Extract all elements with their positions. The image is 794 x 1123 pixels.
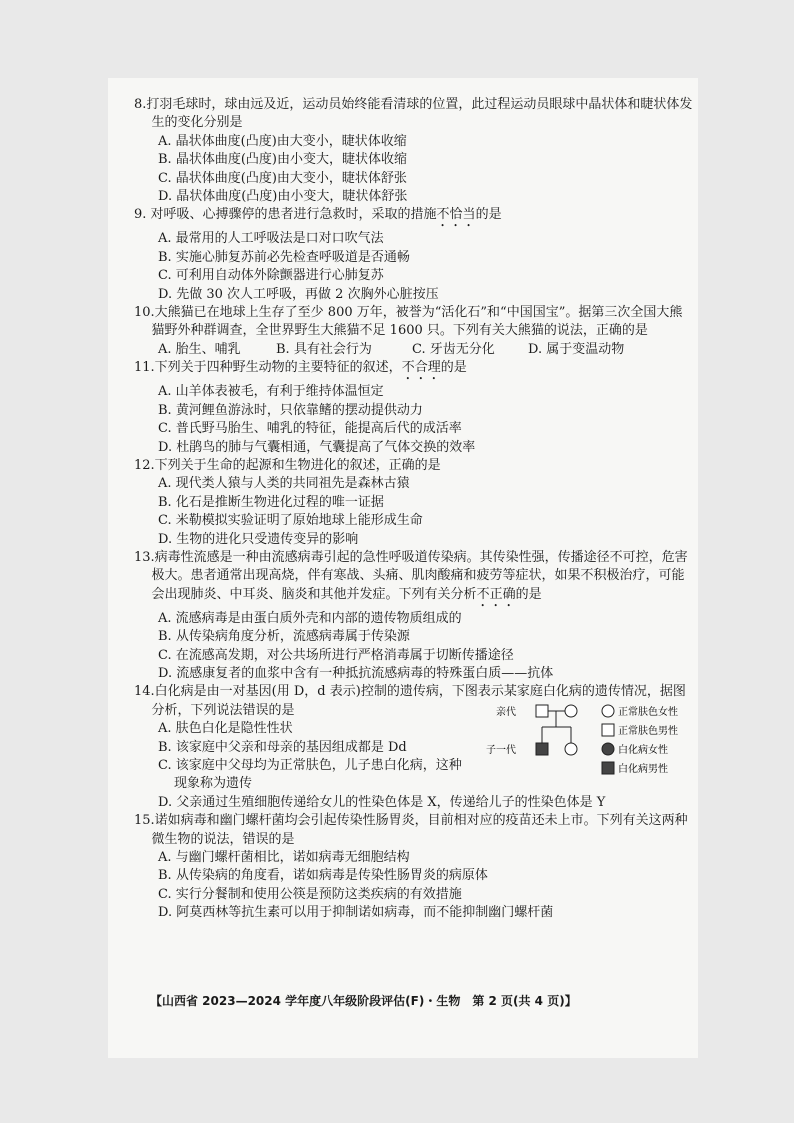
- legend-normal-male-icon: [602, 724, 614, 736]
- question-14-option-b: B. 该家庭中父亲和母亲的基因组成都是 Dd: [158, 739, 407, 755]
- question-11-option-d: D. 杜鹃鸟的肺与气囊相通，气囊提高了气体交换的效率: [158, 439, 476, 455]
- question-11-stem-end: 的是: [440, 360, 467, 376]
- question-14: [134, 683, 694, 812]
- question-10-stem: 10.大熊猫已在地球上生存了至少 800 万年，被誉为“活化石”和“中国国宝”。据第三次全国大熊猫野外种群调查，全世界野生大熊猫不足 1600 只。下列有关大熊猫的说法，正确的是: [134, 305, 683, 339]
- legend-albino-male: 白化病男性: [618, 764, 668, 776]
- question-15-option-a: A. 与幽门螺杆菌相比，诺如病毒无细胞结构: [158, 850, 410, 866]
- legend-albino-male-icon: [602, 762, 614, 774]
- question-8-option-c: C. 晶状体曲度(凸度)由大变小，睫状体舒张: [158, 170, 407, 186]
- question-13-option-b: B. 从传染病角度分析，流感病毒属于传染源: [158, 629, 410, 645]
- question-14-option-c-cont: 现象称为遗传: [174, 776, 253, 792]
- question-13-option-c: C. 在流感高发期，对公共场所进行严格消毒属于切断传播途径: [158, 647, 514, 663]
- question-13-stem-end: 的是: [515, 586, 542, 602]
- question-9-option-c: C. 可利用自动体外除颤器进行心肺复苏: [158, 268, 384, 284]
- question-9-option-d: D. 先做 30 次人工呼吸，再做 2 次胸外心脏按压: [158, 286, 439, 302]
- question-8-stem: 8.打羽毛球时，球由远及近，运动员始终能看清球的位置，此过程运动员眼球中晶状体和睫状体发生的变化分别是: [134, 97, 693, 131]
- question-9-stem-text: 9. 对呼吸、心搏骤停的患者进行急救时，采取的措施: [134, 207, 437, 223]
- son-albino-square: [536, 743, 548, 755]
- page-footer: 【山西省 2023—2024 学年度八年级阶段评估(F)・生物 第 2 页(共 4 页)】: [150, 994, 577, 1008]
- question-13-emphasis: 不正确: [476, 586, 516, 602]
- question-12-option-a: A. 现代类人猿与人类的共同祖先是森林古猿: [158, 476, 410, 492]
- question-15-option-b: B. 从传染病的角度看，诺如病毒是传染性肠胃炎的病原体: [158, 868, 488, 884]
- question-11: [134, 359, 694, 457]
- question-10-option-a: A. 胎生、哺乳: [158, 341, 241, 357]
- question-9-option-a: A. 最常用的人工呼吸法是口对口吹气法: [158, 231, 384, 247]
- question-9: [134, 206, 694, 304]
- question-14-option-d: D. 父亲通过生殖细胞传递给女儿的性染色体是 X，传递给儿子的性染色体是 Y: [158, 794, 606, 810]
- question-9-emphasis: 不恰当: [436, 207, 476, 223]
- question-11-emphasis: 不合理: [401, 360, 441, 376]
- question-8-option-a: A. 晶状体曲度(凸度)由大变小，睫状体收缩: [158, 133, 407, 149]
- question-14-option-a: A. 肤色白化是隐性性状: [158, 721, 293, 737]
- question-14-option-c: C. 该家庭中父母均为正常肤色，儿子患白化病，这种: [158, 758, 462, 773]
- question-13-option-a: A. 流感病毒是由蛋白质外壳和内部的遗传物质组成的: [158, 610, 462, 626]
- legend-normal-female-icon: [602, 705, 614, 717]
- question-10-options: [134, 341, 694, 359]
- mother-circle: [565, 705, 577, 717]
- question-8-option-b: B. 晶状体曲度(凸度)由小变大，睫状体收缩: [158, 152, 407, 168]
- question-11-option-c: C. 普氏野马胎生、哺乳的特征，能提高后代的成活率: [158, 421, 462, 437]
- question-11-stem: [134, 359, 694, 383]
- question-13-option-d: D. 流感康复者的血浆中含有一种抵抗流感病毒的特殊蛋白质——抗体: [158, 665, 554, 681]
- legend-albino-female-icon: [602, 743, 614, 755]
- question-15-option-d: D. 阿莫西林等抗生素可以用于抑制诺如病毒，而不能抑制幽门螺杆菌: [158, 905, 554, 921]
- question-12-option-d: D. 生物的进化只受遗传变异的影响: [158, 531, 359, 547]
- question-11-stem-text: 11.下列关于四种野生动物的主要特征的叙述，: [134, 360, 402, 376]
- pedigree-diagram: [486, 701, 706, 781]
- pedigree-gen2-label: 子一代: [486, 745, 516, 757]
- question-15-stem: 15.诺如病毒和幽门螺杆菌均会引起传染性肠胃炎，目前相对应的疫苗还未上市。下列有关这两种微生物的说法，错误的是: [134, 813, 688, 847]
- question-11-option-a: A. 山羊体表被毛，有利于维持体温恒定: [158, 384, 384, 400]
- father-square: [536, 705, 548, 717]
- question-12-option-c: C. 米勒模拟实验证明了原始地球上能形成生命: [158, 513, 423, 529]
- question-8: [134, 96, 694, 206]
- question-12-option-b: B. 化石是推断生物进化过程的唯一证据: [158, 494, 384, 510]
- daughter-circle: [565, 743, 577, 755]
- question-10: [134, 304, 694, 359]
- question-10-option-c: C. 牙齿无分化: [412, 341, 495, 357]
- question-13-stem: [134, 549, 694, 610]
- question-15: [134, 812, 694, 922]
- question-13: [134, 549, 694, 683]
- question-8-option-d: D. 晶状体曲度(凸度)由小变大，睫状体舒张: [158, 189, 408, 205]
- pedigree-gen1-label: 亲代: [496, 707, 516, 719]
- pedigree-svg: [486, 701, 706, 781]
- legend-normal-female: 正常肤色女性: [618, 707, 678, 719]
- question-11-option-b: B. 黄河鲤鱼游泳时，只依靠鳍的摆动提供动力: [158, 402, 423, 418]
- question-13-stem-text: 13.病毒性流感是一种由流感病毒引起的急性呼吸道传染病。其传染性强，传播途径不可控，危害极大。患者通常出现高烧，伴有寒战、头痛、肌肉酸痛和疲劳等症状，如果不积极治疗，可能会出现肺炎、中耳炎、脑炎和其他并发症。下列有关分析: [134, 549, 688, 602]
- question-9-stem: [134, 206, 694, 230]
- question-list: [134, 96, 694, 923]
- question-12-stem: 12.下列关于生命的起源和生物进化的叙述，正确的是: [134, 457, 441, 473]
- question-14-stem: 14.白化病是由一对基因(用 D，d 表示)控制的遗传病，下图表示某家庭白化病的遗传情况，据图分析，下列说法错误的是: [134, 684, 686, 718]
- question-10-option-d: D. 属于变温动物: [528, 341, 625, 357]
- question-10-option-b: B. 具有社会行为: [276, 341, 372, 357]
- question-9-stem-end: 的是: [475, 207, 502, 223]
- question-9-option-b: B. 实施心肺复苏前必先检查呼吸道是否通畅: [158, 249, 410, 265]
- legend-albino-female: 白化病女性: [618, 745, 668, 757]
- question-12: [134, 457, 694, 549]
- question-15-option-c: C. 实行分餐制和使用公筷是预防这类疾病的有效措施: [158, 886, 462, 902]
- legend-normal-male: 正常肤色男性: [618, 726, 678, 738]
